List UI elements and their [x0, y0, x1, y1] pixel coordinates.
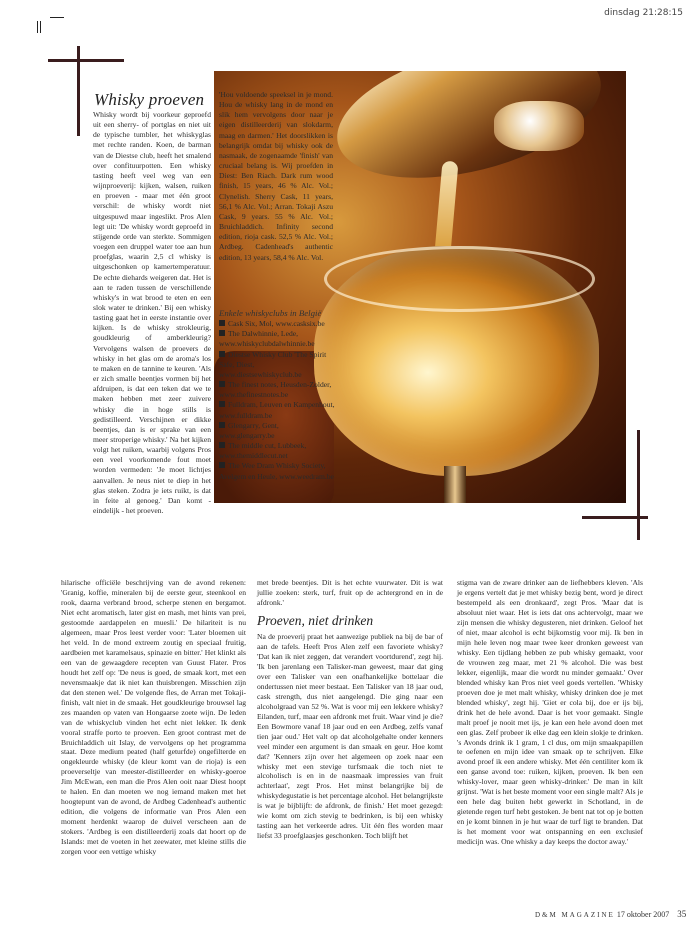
decorative-bar [637, 430, 640, 540]
lower-column-1 [61, 578, 246, 857]
lower-column-2 [257, 578, 443, 841]
clubs-heading: Enkele whiskyclubs in België [219, 308, 322, 318]
lower-column-3 [457, 578, 643, 847]
crop-mark [50, 17, 64, 18]
whisky-clubs-box [219, 308, 335, 482]
bullet-square-icon [219, 330, 225, 336]
photo-bottle-neck [494, 101, 584, 151]
article-paragraph: 'Hou voldoende speeksel in je mond. Hou de whisky lang in de mond en slik hem vervolgens door naar je eigen distilleerderij van slokdarm, maag en darmen.' Het doorslikken is belangrijk omdat bij whisky ook de nasmaak, de zogenaamde 'finish' van cruciaal belang is. Wij proefden in Diest: Ben Riach. Dark rum wood finish, 15 years, 46 % Alc. Vol.; Clynelish. Sherry Cask, 11 years, 56,1 % Alc. Vol.; Arran. Tokaji Aszu Cask, 9 years. 55 % Alc. Vol.; Bruichladdich. Infinity second edition, rioja cask. 52,5 % Alc. Vol.; Ardbeg. Cadenhead's authentic edition, 13 years, 58,4 % Alc. Vol. [219, 90, 333, 262]
photo-glass-stem [444, 466, 466, 503]
photo-glass-rim [324, 246, 595, 312]
decorative-bar [582, 516, 648, 519]
bullet-square-icon [219, 320, 225, 326]
article-paragraph: Na de proeverij praat het aanwezige publiek na bij de bar of aan de tafels. Heeft Pros Alen zelf een favoriete whisky? 'Dat kan ik niet zeggen, dat verandert voortdurend', zegt hij. 'Ik ben jarenlang een Talisker-man geweest, maar dat ging over een Talisker van een onafhankelijke bottelaar die ondertussen niet meer bestaat. Een Talisker van 18 jaar oud, cask strength, dus niet aangelengd. Die ging naar een alcoholgraad van 52 %. Wat is voor mij een lekkere whisky? Eilanden, turf, maar een afdronk met fruit. Waar vind je die? Een Bowmore vanaf 18 jaar oud en een Ardbeg, zelfs vanaf tien jaar oud.' Het valt op dat alcoholgehalte onder kenners veel minder een argument is dan smaak en geur. Hoe komt dat? 'Kenners zijn over het algemeen op zoek naar een whisky met een stevige turfsmaak die toch niet te alcoholisch is en in de naasmaak impressies van fruit achterlaat', zegt Pros. Het minst belangrijke bij de whiskydegustatie is het percentage alcohol. Het belangrijkste is wat je bijblijft: de afdronk, de finish.' Het moet gezegd: wie komt om zich stevig te bedrinken, is bij een whisky tasting aan het verkeerde adres. Uit één fles worden maar liefst 33 proefglaasjes geschonken. Toch blijft het [257, 631, 443, 841]
bullet-square-icon [219, 462, 225, 468]
article-paragraph: met brede beentjes. Dit is het echte vuurwater. Dit is wat jullie zoeken: sterk, turf, fruit op de achtergrond en in de afdronk.' [257, 578, 443, 607]
section-heading: Proeven, niet drinken [257, 612, 374, 628]
bullet-square-icon [219, 442, 225, 448]
decorative-bar [77, 46, 80, 136]
magazine-name: D&M MAGAZINE [535, 911, 615, 919]
crop-mark [37, 21, 38, 33]
club-item: The Dalwhinnie, Lede, www.whiskyclubdalwhinnie.be [219, 329, 315, 349]
club-item: The finest notes, Heusden-Zolder, www.thefinestnotes.be [219, 380, 332, 400]
page-footer [535, 909, 686, 919]
club-item: The middle cut, Lubbeek, www.themiddlecut.net [219, 441, 307, 461]
decorative-bar [48, 59, 124, 62]
article-column-1 [93, 110, 211, 516]
club-item: Fulldram, Leuven en Kampenhout, www.fulldram.be [219, 400, 335, 420]
timestamp: dinsdag 21:28:15 [604, 8, 683, 18]
page-number: 35 [677, 909, 687, 919]
bullet-square-icon [219, 422, 225, 428]
bullet-square-icon [219, 351, 225, 357]
article-paragraph: Whisky wordt bij voorkeur geproefd uit een sherry- of portglas en niet uit de typische tumbler, het whiskyglas met rechte randen. Koen, de barman van de Diestse club, heeft het smalend over confituurpotten. Een whisky tasting heeft veel weg van een wijnproeverij: kijken, walsen, ruiken en proeven - maar met één groot verschil: de whisky wordt niet uitgespuwd maar ingeslikt. Pros Alen legt uit: 'De whisky wordt geproefd in stijgende orde van sterkte. Sommigen voegen een druppel water toe aan hun proefglas, waarin 2,5 cl whisky is uitgeschonken op kamertemperatuur. De echte diehards weigeren dat. Het is aan te raden tussen de verschillende whisky's in wat brood te eten en een slok water te drinken.' Bij een whisky tasting gaat het in eerste instantie over kijken. Is de whisky strokleurig, goudkleurig of amberkleurig? Vervolgens walsen de proevers de whisky in het glas om de aroma's los te maken en de tannine te keuren. 'Als er zich smalle beentjes vormen bij het afdruipen, is dat een teken dat we te maken hebben met zeer zuivere whisky die in hoge stills is gedistilleerd. Verschijnen er dikke beentjes, dan is er sprake van een meer stroperige whisky.' Na het kijken volgt het ruiken, waarbij volgens Pros een veel voorkomende fout moet worden vermeden: 'Je moet lichtjes aanvallen. Je neus niet te diep in het glas steken. Zodra je iets ruikt, is dat in feite al genoeg.' Dan komt - eindelijk - het proeven. [93, 110, 211, 516]
club-item: Glengarry, Gent, www.glengarry.be [219, 420, 279, 440]
bullet-square-icon [219, 381, 225, 387]
article-paragraph: stigma van de zware drinker aan de liefhebbers kleven. 'Als je ergens vertelt dat je met whisky bezig bent, word je direct bestempeld als een dronkaard', zegt Pros. 'Maar dat is absoluut niet waar. Het is iets dat ons achtervolgt, maar we zijn mensen die whisky degusteren, niet drinken. Geloof het of niet, maar alcohol is echt bijkomstig voor mij. Ik ben in mijn hele leven nog maar twee keer dronken geweest van whisky. Een tijdlang hebben ze pub whisky gemaakt, voor de vrouwen zeg maar, met 21 % alcohol. Die was best lekker, eigenlijk, maar die wordt nu minder gemaakt.' Over blended whisky kan Pros niet veel goeds vertellen. 'Whisky proeven doe je met malt whisky, whisky drinken doe je met blended whisky', zegt hij. 'Giet er cola bij, doe er ijs bij, drink het de hele avond. Daar is het voor gemaakt. Single malt proef je nooit met ijs, je kan een hele avond doen met een glas. Zelf probeer ik elke dag een klein slokje te drinken. 's Avonds drink ik 1 gram, 1 cl dus, om mijn smaakpapillen te oefenen en mijn idee van smaak op te schrijven. Elke avond proef ik een andere whisky. Met één centiliter kom ik een ganse avond toe: ruiken, kijken, proeven. Ik ben een whisky-lover, maar geen whisky-drinker.' De man in kilt grijnst. 'Wat is het beste moment voor een single malt? Als je een hele dag buiten hebt gewerkt in Schotland, in de gietende regen turf hebt gestoken. Je bent nat tot op je botten en je komt binnen in je hut waar de turf ligt te branden. Dat is het moment voor wat ontspanning en een exclusief medicijn was. One whisky a day keeps the doctor away.' [457, 578, 643, 847]
bullet-square-icon [219, 401, 225, 407]
article-column-2 [219, 90, 333, 263]
article-paragraph: hilarische officiële beschrijving van de avond rekenen: 'Granig, koffie, mineralen bij de eerste geur, steenkool en rook, daarna verbrand brood, scherpe stenen en bergamot. Niet echt aromatisch, later gist en mash, met hints van prei, gestoomde aardappelen en muesli.' De hilariteit is nu algemeen, maar Pros leest verder voor: 'Later bloemen uit het veld. In de mond extreem zoutig en speciaal fruitig, aardbeien met karamelsaus, spinazie en bitter.' Het klinkt als een van de gewaagdere recepten van Guust Flater. Pros houdt het zelf op: 'De neus is goed, de smaak kort, met een nevensmaakje dat ik niet kan thuisbrengen. Misschien zijn dat den stenen wel.' De volgende fles, de Arran met Tokaji-finish, valt niet in de smaak. Het goudkleurige brouwsel lag zes maanden op vaten van Hongaarse zoete wijn. De leden van de whiskyclub vinden het echt niet lekker. Ik denk vooral straffe porto te proeven. Een groot contrast met de Bruichladdich uit Islay, de vervolgens op het programma staat. Deze medium peated (half geturfde) ongefilterde en ongekleurde whisky (de kleur komt van de rioja) is een proeverseltje van meester-distilleerder en whisky-goeroe Jim McEwan, een man die Pros Alen ooit naar Diest hoopt te halen. En dan moeten we nog iemand maken met het hoogtepunt van de avond, de Ardbeg Cadenhead's authentic edition, die volgens de informatie van Pros Alen een moment herdenkt waarop de duivel verscheen aan de stokers. 'Ardbeg is een distilleerderij zoals dat hoort op de Islands: met de voeten in het zeewater, met kleine stills die zorgen voor een vettige whisky [61, 578, 246, 857]
club-item: The Wee Dram Whisky Society, Avelgem en Heule, www.weedram.be [219, 461, 334, 481]
issue-date: 17 oktober 2007 [616, 910, 670, 919]
club-item: Cask Six, Mol, www.casksix.be [219, 319, 335, 329]
article-title: Whisky proeven [94, 90, 205, 109]
crop-mark [40, 21, 41, 33]
club-item: Diestse Whisky Club 'The Spirit Safe, Diest, www.diestsewhiskyclub.be [219, 349, 327, 379]
